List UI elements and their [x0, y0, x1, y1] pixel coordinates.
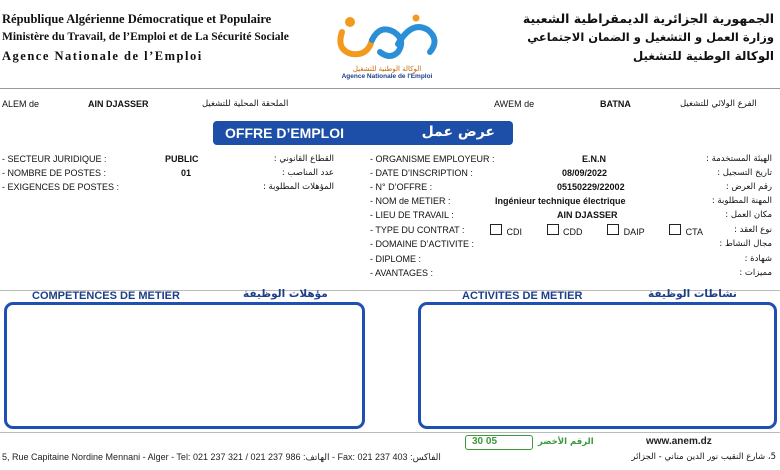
competences-title: COMPETENCES DE METIER	[32, 290, 180, 302]
activites-box[interactable]	[418, 302, 777, 429]
field-label: - EXIGENCES DE POSTES :	[2, 182, 120, 192]
website-link[interactable]: www.anem.dz	[646, 436, 712, 447]
field-ar-label: المؤهلات المطلوبة :	[262, 182, 334, 192]
field-label: - AVANTAGES :	[370, 268, 434, 278]
field-value: PUBLIC	[165, 154, 199, 164]
footer-address-fr: 5, Rue Capitaine Nordine Mennani - Alger - Tel: 021 237 321 / 021 237 986 :الهاتف - Fax: 021 237 403 :الفاكس	[2, 452, 441, 462]
awem-value: BATNA	[600, 99, 631, 109]
field-ar-label: القطاع القانوني :	[273, 154, 334, 164]
header-ar-line1: الجمهورية الجزائرية الديمقراطية الشعبية	[522, 11, 774, 26]
footer-divider	[0, 432, 780, 433]
green-number-label: الرقم الأخضر	[538, 437, 594, 447]
field-value: Ingénieur technique électrique	[495, 196, 626, 206]
field-label: - DIPLOME :	[370, 254, 422, 264]
anem-logo-icon	[332, 10, 442, 68]
field-label: - SECTEUR JURIDIQUE :	[2, 154, 107, 164]
green-number-badge	[465, 435, 533, 450]
field-ar-label: عدد المناصب :	[281, 168, 334, 178]
field-ar-label: مكان العمل :	[725, 210, 772, 220]
field-ar-label: المهنة المطلوبة :	[711, 196, 772, 206]
header-ar-line3: الوكالة الوطنية للتشغيل	[632, 49, 774, 63]
field-value: AIN DJASSER	[557, 210, 618, 220]
field-value: E.N.N	[582, 154, 607, 164]
field-ar-label: مميزات :	[739, 268, 772, 278]
field-ar-label: الهيئة المستخدمة :	[706, 154, 772, 164]
field-ar-label: مجال النشاط :	[719, 239, 772, 249]
cta-label: CTA	[685, 227, 703, 237]
alem-value: AIN DJASSER	[88, 99, 149, 109]
competences-box[interactable]	[4, 302, 365, 429]
field-ar-label: رقم العرض :	[725, 182, 772, 192]
activites-ar-title: نشاطات الوظيفة	[648, 288, 737, 300]
footer-address-ar: 5، شارع النقيب نور الدين مناني - الجزائر	[631, 452, 776, 462]
daip-checkbox[interactable]	[607, 224, 619, 235]
header-fr-line3: Agence Nationale de l’Emploi	[2, 49, 203, 63]
competences-ar-title: مؤهلات الوظيفة	[243, 288, 328, 300]
logo-fr-text: Agence Nationale de l'Emploi	[341, 73, 433, 80]
cdi-checkbox[interactable]	[490, 224, 502, 235]
field-value: 01	[181, 168, 192, 178]
field-label: - NOMBRE DE POSTES :	[2, 168, 107, 178]
header-divider	[0, 88, 780, 89]
alem-label: ALEM de	[2, 99, 40, 109]
contract-type-options	[490, 224, 703, 237]
field-ar-label: نوع العقد :	[734, 225, 772, 235]
field-ar-label: تاريخ التسجيل :	[717, 168, 772, 178]
field-value: 08/09/2022	[562, 168, 608, 178]
daip-label: DAIP	[623, 227, 645, 237]
banner-title-ar: عرض عمل	[421, 124, 495, 140]
logo-ar-text: الوكالة الوطنية للتشغيل	[352, 65, 422, 73]
awem-ar-label: الفرع الولائي للتشغيل	[680, 99, 757, 109]
field-label: - DATE D’INSCRIPTION :	[370, 168, 473, 178]
offre-banner	[213, 121, 513, 145]
field-label: - LIEU DE TRAVAIL :	[370, 210, 454, 220]
awem-label: AWEM de	[494, 99, 535, 109]
alem-ar-label: الملحقة المحلية للتشغيل	[202, 99, 289, 109]
anem-logo	[332, 10, 442, 82]
cdi-label: CDI	[506, 227, 523, 237]
banner-title-fr: OFFRE D’EMPLOI	[225, 125, 344, 141]
green-number: 30 05	[472, 436, 498, 447]
field-ar-label: شهادة :	[744, 254, 772, 264]
header-fr-line1: République Algérienne Démocratique et Populaire	[2, 12, 272, 26]
header-fr-line2: Ministère du Travail, de l’Emploi et de La Sécurité Sociale	[2, 31, 289, 43]
field-label: - ORGANISME EMPLOYEUR :	[370, 154, 495, 164]
field-value: 05150229/22002	[557, 182, 625, 192]
field-label: - N° D’OFFRE :	[370, 182, 433, 192]
cdd-checkbox[interactable]	[547, 224, 559, 235]
field-label: - NOM de METIER :	[370, 196, 451, 206]
header-ar-line2: وزارة العمل و التشغيل و الضمان الاجتماعي	[527, 30, 774, 44]
cdd-label: CDD	[563, 227, 583, 237]
field-label: - DOMAINE D’ACTIVITE :	[370, 239, 475, 249]
activites-title: ACTIVITES DE METIER	[462, 290, 583, 302]
field-label: - TYPE DU CONTRAT :	[370, 225, 465, 235]
